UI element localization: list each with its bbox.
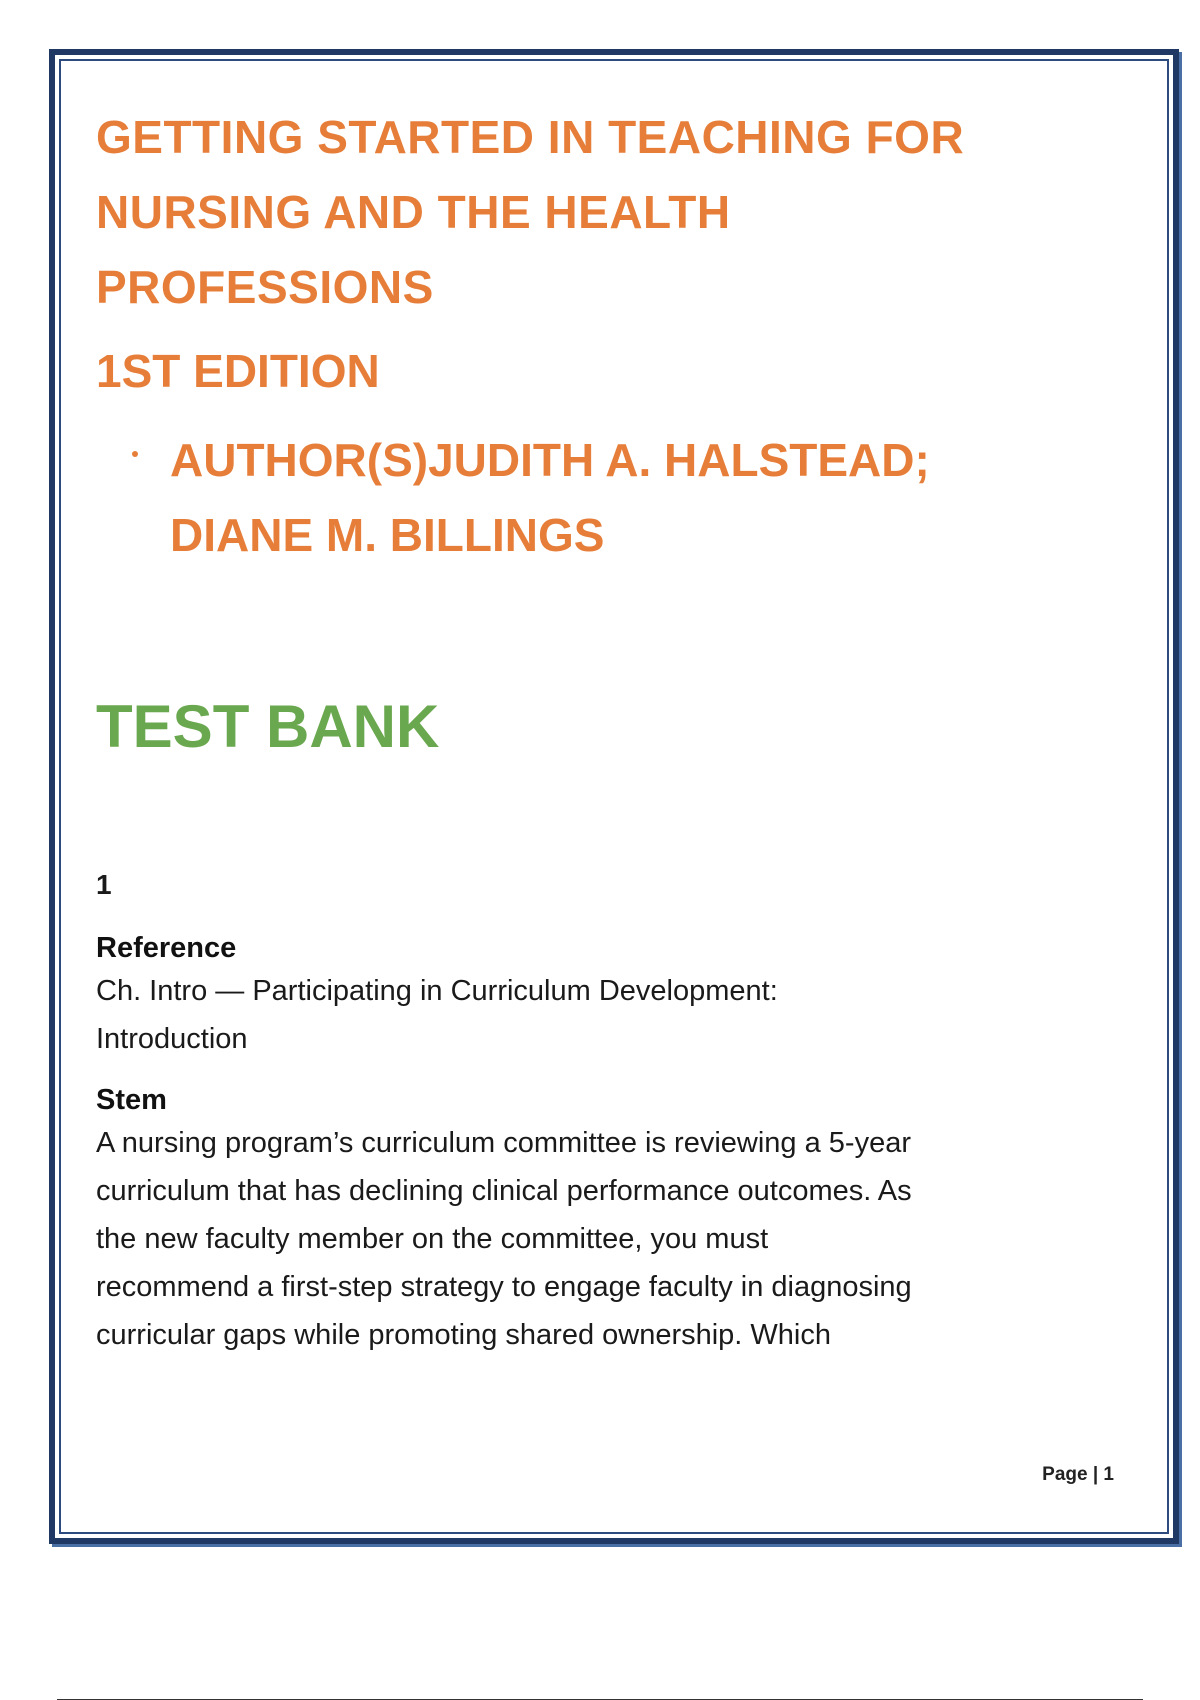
stem-text <box>96 1119 1056 1359</box>
author-line: AUTHOR(S)JUDITH A. HALSTEAD; <box>170 434 930 486</box>
book-title-line: PROFESSIONS <box>96 261 434 313</box>
stem-line: A nursing program’s curriculum committee is reviewing a 5-year <box>96 1127 911 1159</box>
page-number: Page | 1 <box>1042 1464 1114 1485</box>
author-line: DIANE M. BILLINGS <box>170 509 605 561</box>
reference-line: Ch. Intro — Participating in Curriculum Development: <box>96 975 778 1007</box>
stem-label: Stem <box>96 1084 167 1116</box>
test-bank-heading: TEST BANK <box>96 693 440 760</box>
book-title <box>96 100 1056 325</box>
page-content <box>96 100 1056 1359</box>
reference-line: Introduction <box>96 1023 248 1055</box>
author-list <box>96 423 1056 573</box>
edition-label: 1ST EDITION <box>96 345 380 397</box>
stem-line: curricular gaps while promoting shared ownership. Which <box>96 1319 831 1351</box>
question-number: 1 <box>96 869 112 900</box>
stem-line: the new faculty member on the committee, you must <box>96 1223 769 1255</box>
book-title-line: GETTING STARTED IN TEACHING FOR <box>96 111 965 163</box>
book-title-line: NURSING AND THE HEALTH <box>96 186 731 238</box>
reference-label: Reference <box>96 932 237 964</box>
stem-line: recommend a first-step strategy to engage faculty in diagnosing <box>96 1271 912 1303</box>
stem-line: curriculum that has declining clinical performance outcomes. As <box>96 1175 912 1207</box>
bullet-icon <box>132 451 138 457</box>
reference-text <box>96 967 1056 1063</box>
